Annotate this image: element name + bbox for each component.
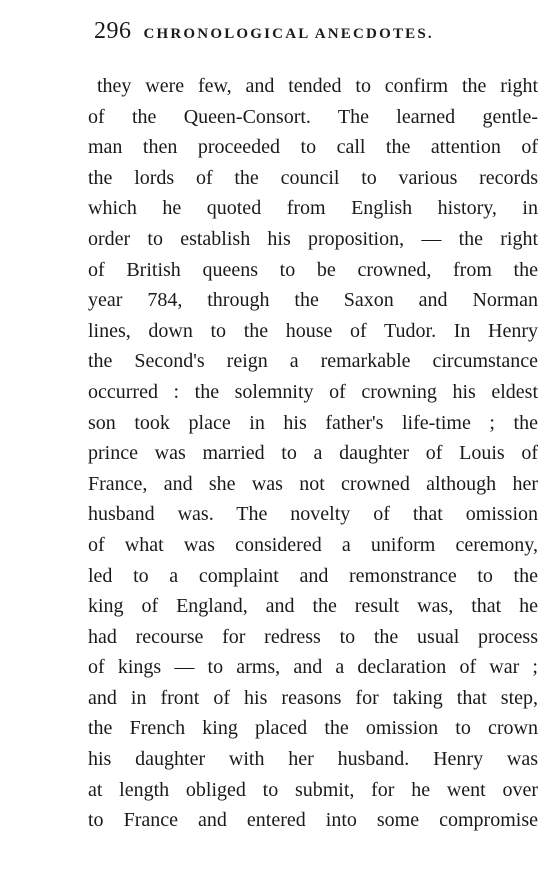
body-text	[88, 71, 538, 836]
text-line: had recourse for redress to the usual process	[88, 625, 538, 648]
text-line: led to a complaint and remonstrance to the	[88, 564, 538, 587]
text-line: man then proceeded to call the attention of	[88, 136, 538, 159]
running-head	[94, 18, 434, 48]
text-line: husband was. The novelty of that omission	[88, 503, 538, 526]
text-line: order to establish his proposition, — the right	[88, 227, 538, 250]
text-line: of the Queen-Consort. The learned gentle-	[88, 105, 538, 128]
text-line: son took place in his father's life-time ; the	[88, 411, 538, 434]
running-title: CHRONOLOGICAL ANECDOTES.	[143, 26, 434, 42]
text-line: to France and entered into some compromise	[88, 809, 538, 832]
text-line: and in front of his reasons for taking that step,	[88, 686, 538, 709]
text-line: occurred : the solemnity of crowning his eldest	[88, 380, 538, 403]
text-line: the French king placed the omission to crown	[88, 717, 538, 740]
text-line: at length obliged to submit, for he went over	[88, 778, 538, 801]
text-line: the lords of the council to various records	[88, 166, 538, 189]
text-line: of what was considered a uniform ceremony,	[88, 533, 538, 556]
text-line: France, and she was not crowned although her	[88, 472, 538, 495]
text-line: which he quoted from English history, in	[88, 197, 538, 220]
text-line: king of England, and the result was, that he	[88, 595, 538, 618]
text-line: his daughter with her husband. Henry was	[88, 748, 538, 771]
text-line: of kings — to arms, and a declaration of war ;	[88, 656, 538, 679]
text-line: prince was married to a daughter of Louis of	[88, 442, 538, 465]
page-number: 296	[94, 18, 132, 44]
text-line: of British queens to be crowned, from the	[88, 258, 538, 281]
text-line: year 784, through the Saxon and Norman	[88, 289, 538, 312]
text-line: the Second's reign a remarkable circumstance	[88, 350, 538, 373]
text-line: lines, down to the house of Tudor. In Henry	[88, 319, 538, 342]
text-line: they were few, and tended to confirm the right	[97, 75, 538, 97]
